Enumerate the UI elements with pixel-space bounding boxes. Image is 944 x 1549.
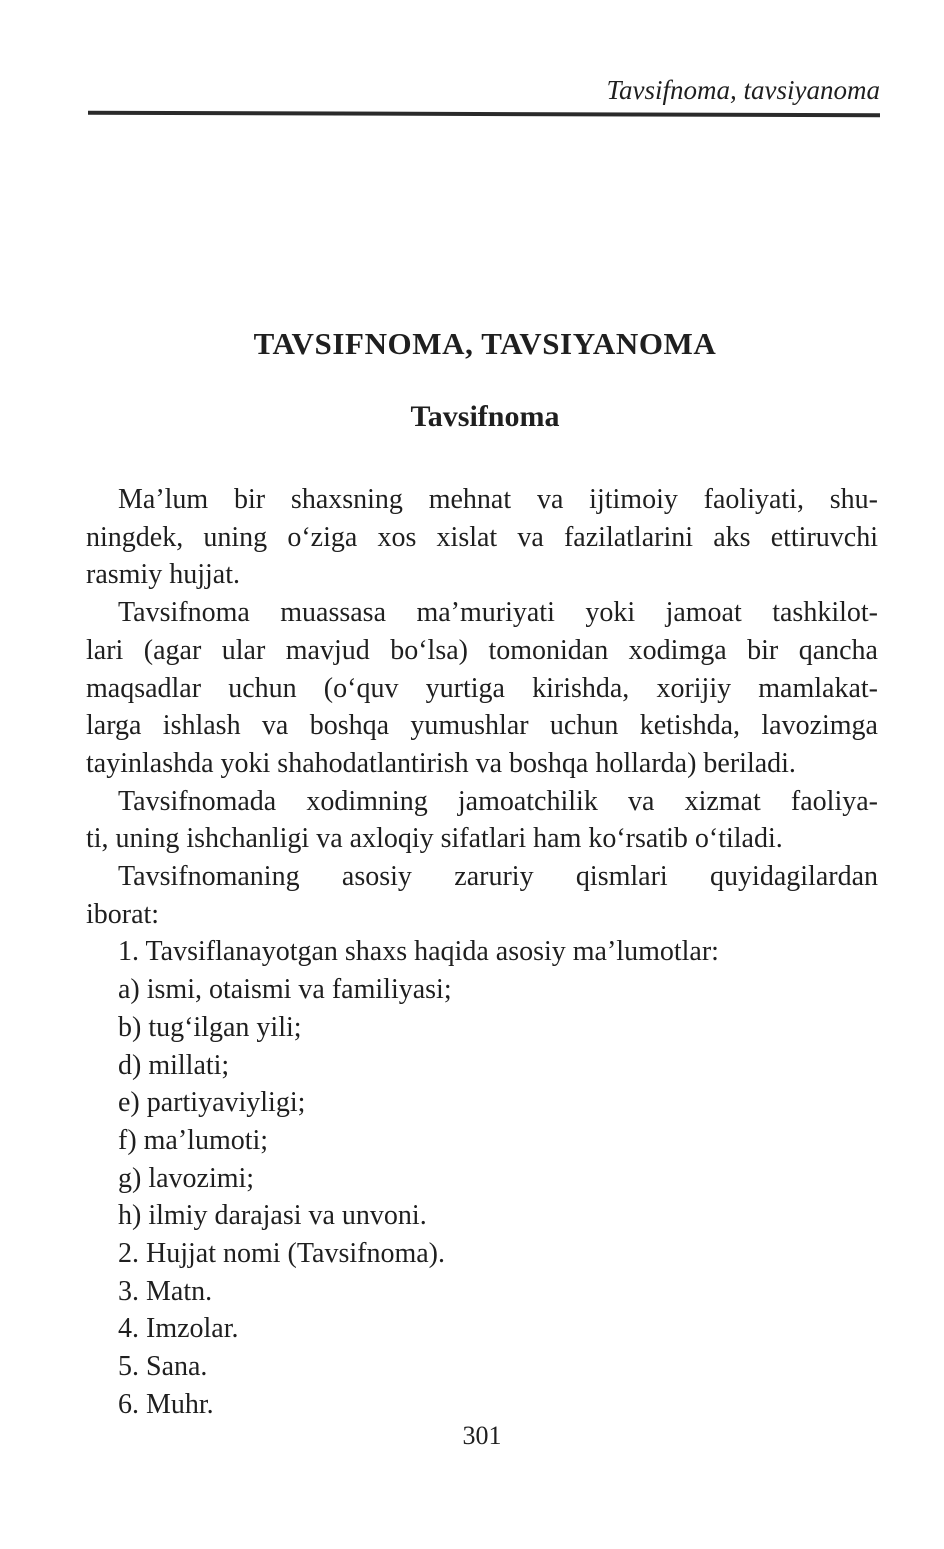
text-line: g) lavozimi;	[118, 1162, 255, 1194]
paragraph	[86, 858, 878, 933]
paragraph	[86, 971, 878, 1009]
text-line: e) partiyaviyligi;	[118, 1087, 306, 1119]
paragraph	[86, 1348, 878, 1386]
paragraph	[86, 1009, 878, 1047]
text-line: rasmiy hujjat.	[86, 559, 240, 591]
text-line: 3. Matn.	[118, 1275, 213, 1307]
paragraph	[86, 933, 878, 971]
text-line: a) ismi, otaismi va familiyasi;	[118, 974, 452, 1006]
text-line: maqsadlar uchun (o‘quv yurtiga kirishda, xorijiy mamlakat-	[86, 672, 878, 704]
paragraph	[86, 1122, 878, 1160]
paragraph	[86, 1235, 878, 1273]
text-line: b) tug‘ilgan yili;	[118, 1011, 302, 1043]
paragraph	[86, 1197, 878, 1235]
text-line: Tavsifnomaning asosiy zaruriy qismlari quyidagilardan	[118, 861, 878, 893]
text-line: f) ma’lumoti;	[118, 1124, 269, 1156]
text-line: ti, uning ishchanligi va axloqiy sifatlari ham ko‘rsatib o‘tiladi.	[86, 823, 783, 855]
page-title: TAVSIFNOMA, TAVSIYANOMA	[253, 326, 717, 361]
text-line: Tavsifnomada xodimning jamoatchilik va xizmat faoliya-	[118, 785, 878, 817]
text-line: 2. Hujjat nomi (Tavsifnoma).	[118, 1238, 445, 1270]
paragraph	[86, 783, 878, 858]
text-line: h) ilmiy darajasi va unvoni.	[118, 1200, 427, 1232]
text-line: Tavsifnoma muassasa ma’muriyati yoki jamoat tashkilot-	[118, 597, 878, 629]
text-line: iborat:	[86, 898, 160, 930]
paragraph	[86, 1047, 878, 1085]
paragraph	[86, 1084, 878, 1122]
text-line: ningdek, uning o‘ziga xos xislat va fazilatlarini aks ettiruvchi	[86, 521, 878, 553]
running-head: Tavsifnoma, tavsiyanoma	[606, 75, 880, 105]
paragraph	[86, 1273, 878, 1311]
text-line: lari (agar ular mavjud bo‘lsa) tomonidan xodimga bir qancha	[86, 634, 878, 666]
paragraph	[86, 1386, 878, 1424]
text-line: larga ishlash va boshqa yumushlar uchun ketishda, lavozimga	[86, 710, 878, 742]
paragraph	[86, 481, 878, 594]
text-line: Ma’lum bir shaxsning mehnat va ijtimoiy faoliyati, shu-	[118, 484, 878, 515]
text-line: 4. Imzolar.	[118, 1313, 239, 1345]
text-line: d) millati;	[118, 1049, 230, 1081]
paragraph	[86, 594, 878, 783]
text-line: 1. Tavsiflanayotgan shaxs haqida asosiy ma’lumotlar:	[118, 936, 719, 968]
body-text	[86, 481, 878, 1424]
text-line: 6. Muhr.	[118, 1388, 214, 1420]
page-subtitle: Tavsifnoma	[410, 400, 560, 433]
page-number: 301	[462, 1421, 502, 1450]
text-line: tayinlashda yoki shahodatlantirish va boshqa hollarda) beriladi.	[86, 747, 796, 779]
paragraph	[86, 1310, 878, 1348]
paragraph	[86, 1160, 878, 1198]
text-line: 5. Sana.	[118, 1351, 208, 1383]
header-rule	[88, 111, 880, 117]
